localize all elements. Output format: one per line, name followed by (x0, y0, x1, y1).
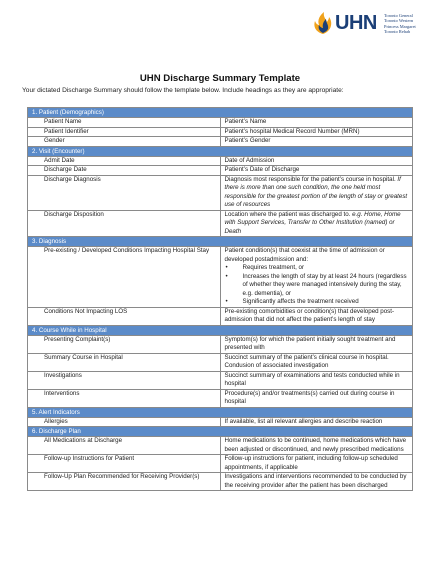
section-header-row (28, 407, 413, 417)
field-label: Gender (28, 137, 221, 147)
table-row (28, 371, 413, 389)
field-label: Presenting Complaint(s) (28, 335, 221, 353)
table-row (28, 175, 413, 210)
section-header-row (28, 237, 413, 247)
table-row (28, 353, 413, 371)
description-text: Symptom(s) for which the patient initially sought treatment and presented with (224, 335, 396, 351)
table-row (28, 473, 413, 491)
field-label: All Medications at Discharge (28, 437, 221, 455)
field-label: Pre-existing / Developed Conditions Impacting Hospital Stay (28, 247, 221, 308)
description-text: If available, list all relevant allergies and describe reaction (224, 417, 383, 425)
field-description (220, 371, 413, 389)
bullet-item: • Increases the length of stay by at least 24 hours (regardless of whether they were managed intensively during the stay, e.g. dementia), or (225, 273, 409, 299)
section-header-row (28, 146, 413, 156)
table-row (28, 156, 413, 166)
description-text: Succinct summary of the patient’s clinical course in hospital. Condusion of associated investigation (224, 353, 389, 369)
field-description (220, 210, 413, 237)
template-table (27, 107, 413, 491)
table-row (28, 335, 413, 353)
table-row (28, 118, 413, 128)
field-label: Summary Course in Hospital (28, 353, 221, 371)
table-row (28, 137, 413, 147)
field-label: Discharge Diagnosis (28, 175, 221, 210)
section-heading: 6. Discharge Plan (28, 427, 413, 437)
section-heading: 4. Course While in Hospital (28, 325, 413, 335)
field-label: Interventions (28, 389, 221, 407)
description-text: Patient’s hospital Medical Record Number (MRN) (224, 127, 360, 135)
document-intro: Your dictated Discharge Summary should follow the template below. Include headings as they are appropriate: (22, 87, 344, 94)
description-text: Procedure(s) and/or treatments(s) carried out during course in hospital (224, 389, 395, 405)
hospital-list (384, 13, 416, 35)
description-example: If there is more than one such condition, the one held most responsible for the greatest portion of the length of stay or greatest use of resources (224, 175, 408, 208)
table-row (28, 307, 413, 325)
table-row (28, 247, 413, 308)
field-description (220, 127, 413, 137)
field-label: Follow-Up Plan Recommended for Receiving Provider(s) (28, 473, 221, 491)
field-description (220, 353, 413, 371)
field-description (220, 389, 413, 407)
section-heading: 2. Visit (Encounter) (28, 146, 413, 156)
field-label: Discharge Date (28, 166, 221, 176)
bullet-item: • Requires treatment, or (225, 264, 409, 273)
field-description (220, 473, 413, 491)
hospital-name: Toronto General (384, 13, 413, 18)
uhn-logo (312, 9, 428, 41)
field-description (220, 247, 413, 308)
field-label: Follow-up Instructions for Patient (28, 455, 221, 473)
logo-wordmark: UHN (335, 12, 377, 34)
field-label: Patient Name (28, 118, 221, 128)
description-text: Patient’s Gender (224, 137, 271, 144)
field-label: Allergies (28, 417, 221, 427)
field-label: Investigations (28, 371, 221, 389)
description-text: Succinct summary of examinations and tests conducted while in hospital (224, 371, 400, 387)
hospital-name: Princess Margaret (384, 23, 416, 29)
field-label: Admit Date (28, 156, 221, 166)
field-description (220, 137, 413, 147)
table-row (28, 166, 413, 176)
table-row (28, 437, 413, 455)
field-description (220, 118, 413, 128)
field-description (220, 417, 413, 427)
field-description (220, 156, 413, 166)
hospital-name: Toronto Rehab (384, 29, 411, 35)
description-example: e.g. Home, Home with Support Services, Transfer to Other Institution (named) or Death (224, 210, 401, 235)
document-title: UHN Discharge Summary Template (139, 73, 301, 84)
description-text: Patient condition(s) that coexist at the time of admission or developed postadmission and: (224, 247, 385, 263)
field-description (220, 455, 413, 473)
description-text: Investigations and interventions recommended to be conducted by the receiving provider after the patient has been discharged (224, 473, 407, 489)
table-row (28, 417, 413, 427)
field-label: Patient Identifier (28, 127, 221, 137)
description-text: Home medications to be continued, home medications which have been adjusted or discontinued, and newly prescribed medications (224, 437, 407, 453)
section-header-row (28, 108, 413, 118)
section-header-row (28, 325, 413, 335)
field-description (220, 335, 413, 353)
field-label: Conditions Not Impacting LOS (28, 307, 221, 325)
section-heading: 1. Patient (Demographics) (28, 108, 413, 118)
field-description (220, 175, 413, 210)
description-text: Patient’s Date of Discharge (224, 166, 300, 173)
field-description (220, 307, 413, 325)
description-text: Patient’s Name (224, 118, 267, 125)
uhn-flame-icon (312, 11, 334, 35)
section-heading: 3. Diagnosis (28, 237, 413, 247)
field-description (220, 437, 413, 455)
table-row (28, 127, 413, 137)
table-row (28, 210, 413, 237)
bullet-item: • Significantly affects the treatment received (225, 298, 409, 307)
section-heading: 5. Alert Indicators (28, 407, 413, 417)
description-text: Pre-existing comorbidities or condition(s) that developed post-admission that did not affect the patient’s length of stay (224, 307, 395, 323)
description-text: Date of Admission (224, 156, 275, 164)
field-description (220, 166, 413, 176)
section-header-row (28, 427, 413, 437)
description-text: Follow-up instructions for patient, including follow-up scheduled appointments, if applicable (224, 455, 398, 471)
description-text: Location where the patient was discharged to. (224, 210, 353, 218)
table-row (28, 455, 413, 473)
field-label: Discharge Disposition (28, 210, 221, 237)
hospital-name: Toronto Western (384, 18, 414, 24)
table-row (28, 389, 413, 407)
description-text: Diagnosis most responsible for the patient’s course in hospital. (224, 175, 398, 183)
